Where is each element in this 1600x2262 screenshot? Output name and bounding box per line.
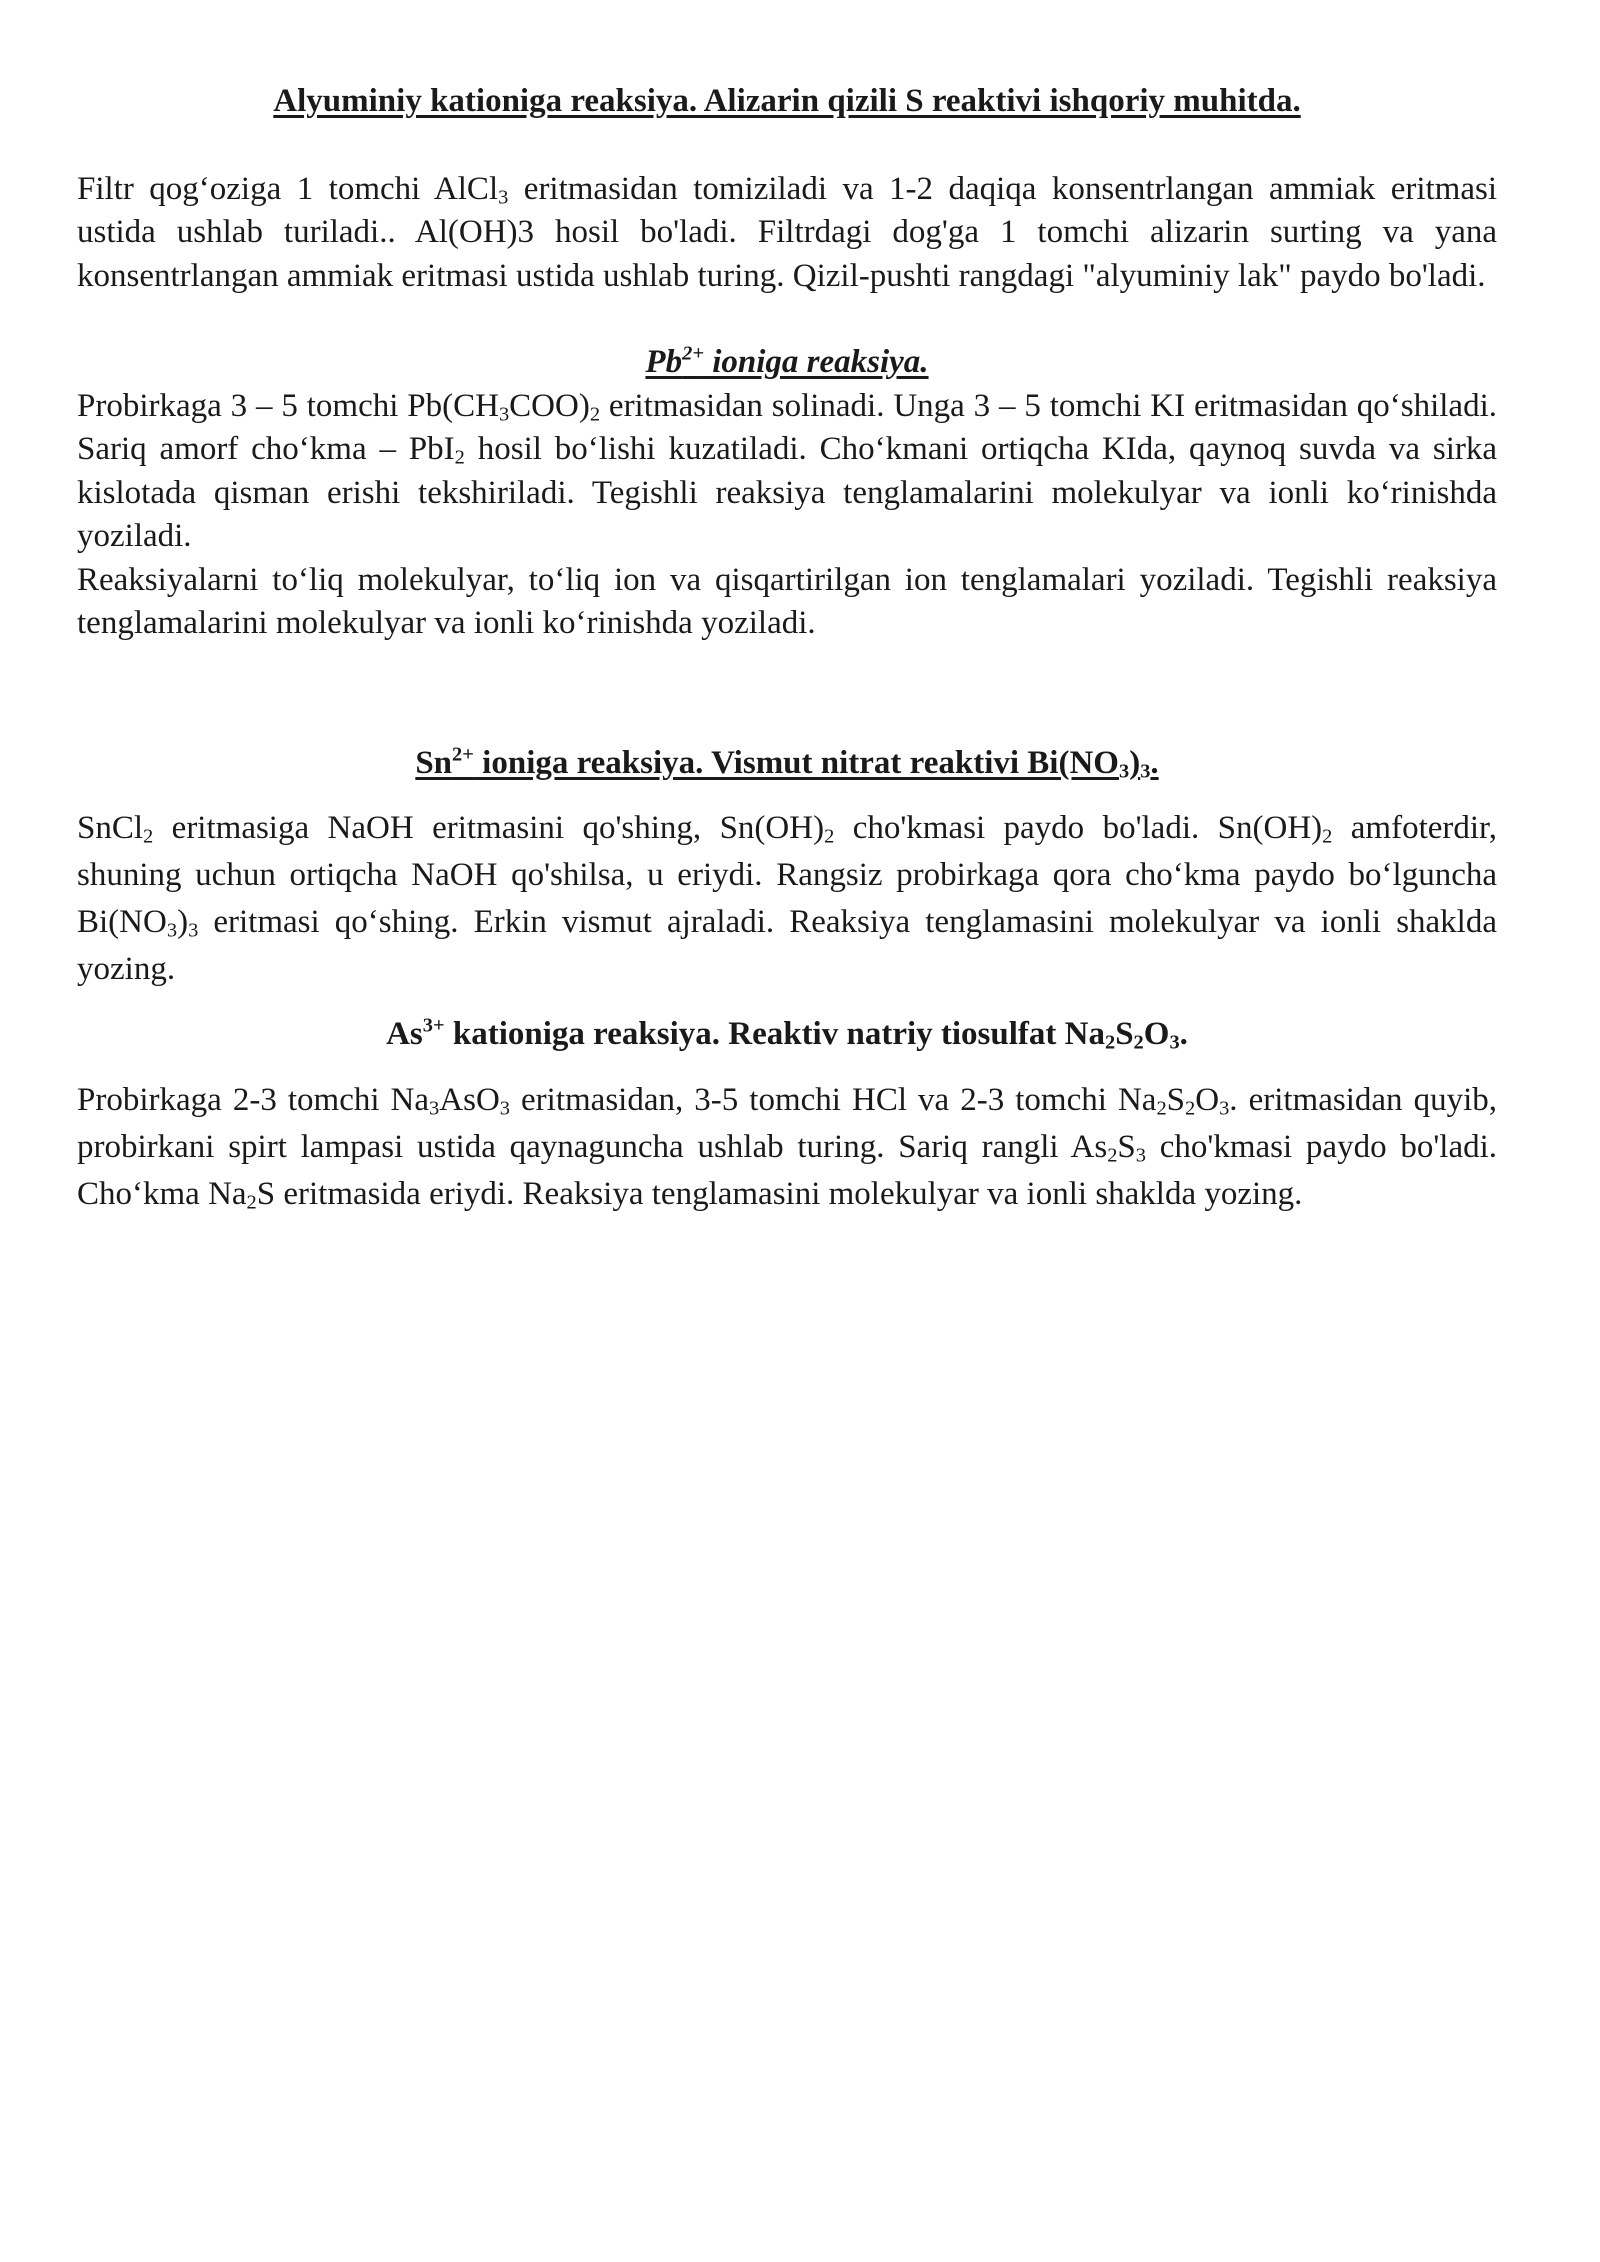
section-heading-aluminium: Alyuminiy kationiga reaksiya. Alizarin qizili S reaktivi ishqoriy muhitda. bbox=[273, 83, 1301, 119]
document-page bbox=[77, 80, 1497, 1218]
paragraph-arsenic: Probirkaga 2-3 tomchi $Na_3AsO_3$ eritmasidan, 3-5 tomchi HCl va 2-3 tomchi $Na_2S_2O_3$. eritmasidan quyib, probirkani spirt lampasi ustida qaynaguncha ushlab turing. Sariq rangli $As_2S_3$ cho'kmasi paydo bo'ladi. Cho‘kma $Na_2S$ eritmasida eriydi. Reaksiya tenglamasini molekulyar va ionli shaklda yozing. bbox=[77, 1081, 1498, 1213]
section-heading-arsenic: $As^{3+}$ kationiga reaksiya. Reaktiv natriy tiosulfat $Na_2S_2O_3$. bbox=[386, 1014, 1188, 1054]
paragraph-lead-1: Probirkaga 3 – 5 tomchi $Pb(CH_3COO)_2$ eritmasidan solinadi. Unga 3 – 5 tomchi KI eritmasidan qo‘shiladi. Sariq amorf cho‘kma – PbI$_2$ hosil bo‘lishi kuzatiladi. Cho‘kmani ortiqcha KIda, qaynoq suvda va sirka kislotada qisman erishi tekshiriladi. Tegishli reaksiya tenglamalarini molekulyar va ionli ko‘rinishda yoziladi. bbox=[77, 387, 1498, 554]
paragraph-aluminium: Filtr qog‘oziga 1 tomchi AlCl$_3$ eritmasidan tomiziladi va 1-2 daqiqa konsentrlangan ammiak eritmasi ustida ushlab turiladi.. Al(OH)3 hosil bo'ladi. Filtrdagi dog'ga 1 tomchi alizarin surting va yana konsentrlangan ammiak eritmasi ustida ushlab turing. Qizil-pushti rangdagi "alyuminiy lak" paydo bo'ladi. bbox=[77, 170, 1498, 294]
section-heading-lead: $Pb^{2+}$ ioniga reaksiya. bbox=[645, 342, 929, 380]
section-heading-tin: $Sn^{2+}$ ioniga reaksiya. Vismut nitrat reaktivi $Bi(NO_3)_3$. bbox=[415, 742, 1159, 782]
paragraph-lead-2: Reaksiyalarni to‘liq molekulyar, to‘liq ion va qisqartirilgan ion tenglamalari yoziladi. Tegishli reaksiya tenglamalarini molekulyar va ionli ko‘rinishda yoziladi. bbox=[77, 561, 1497, 641]
paragraph-tin: SnCl$_2$ eritmasiga NaOH eritmasini qo'shing, $Sn(OH)_2$ cho'kmasi paydo bo'ladi. $Sn(OH)_2$ amfoterdir, shuning uchun ortiqcha NaOH qo'shilsa, u eriydi. Rangsiz probirkaga qora cho‘kma paydo bo‘lguncha $Bi(NO_3)_3$ eritmasi qo‘shing. Erkin vismut ajraladi. Reaksiya tenglamasini molekulyar va ionli shaklda yozing. bbox=[77, 810, 1497, 987]
